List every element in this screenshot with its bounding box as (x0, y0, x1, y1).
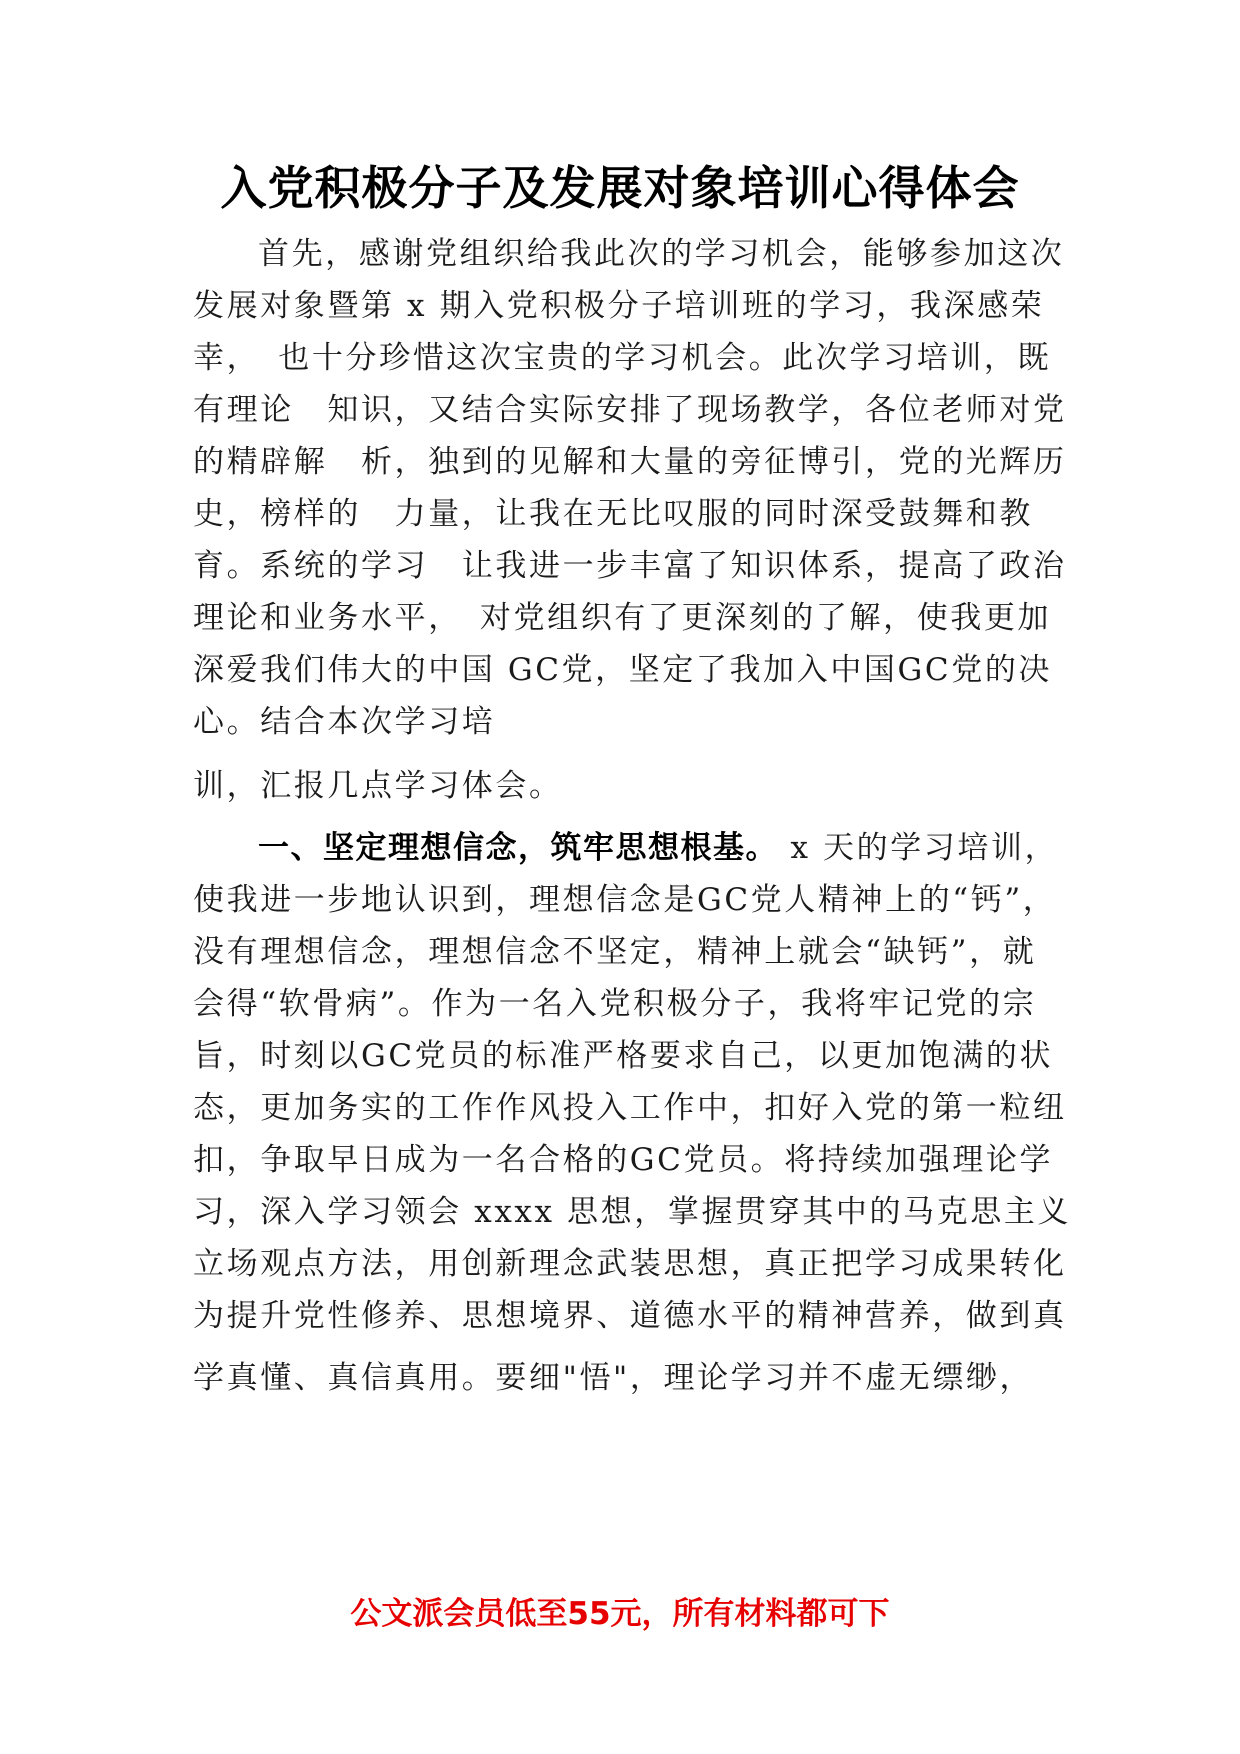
paragraph-line: 深爱我们伟大的中国 GC党，坚定了我加入中国GC党的决 (193, 652, 1053, 688)
paragraph-line: 理论和业务水平， 对党组织有了更深刻的了解，使我更加 (193, 600, 1052, 636)
footer-promo-text: 公文派会员低至55元，所有材料都可下 (350, 1596, 890, 1632)
section-heading: 一、坚定理想信念，筑牢思想根基。 (258, 830, 778, 866)
paragraph-line: 训，汇报几点学习体会。 (193, 768, 563, 804)
paragraph-line: 心。结合本次学习培 (193, 704, 496, 740)
paragraph-line: 的精辟解 析，独到的见解和大量的旁征博引，党的光辉历 (193, 444, 1067, 480)
paragraph-line: 立场观点方法，用创新理念武装思想，真正把学习成果转化 (193, 1246, 1067, 1282)
paragraph-line: 首先，感谢党组织给我此次的学习机会，能够参加这次 (258, 236, 1065, 272)
paragraph-line: 史，榜样的 力量，让我在无比叹服的同时深受鼓舞和教 (193, 496, 1033, 532)
paragraph-line: 有理论 知识，又结合实际安排了现场教学，各位老师对党 (193, 392, 1067, 428)
paragraph-line: 为提升党性修养、思想境界、道德水平的精神营养，做到真 (193, 1298, 1067, 1334)
paragraph-line: 习，深入学习领会 xxxx 思想，掌握贯穿其中的马克思主义 (193, 1194, 1072, 1230)
paragraph-line: 没有理想信念，理想信念不坚定，精神上就会“缺钙”，就 (193, 934, 1037, 970)
paragraph-line: 扣，争取早日成为一名合格的GC党员。将持续加强理论学 (193, 1142, 1054, 1178)
paragraph-line: 育。系统的学习 让我进一步丰富了知识体系，提高了政治 (193, 548, 1067, 584)
document-title: 入党积极分子及发展对象培训心得体会 (220, 161, 1020, 215)
paragraph-line: 幸， 也十分珍惜这次宝贵的学习机会。此次学习培训，既 (193, 340, 1052, 376)
paragraph-line: 发展对象暨第 x 期入党积极分子培训班的学习，我深感荣 (193, 288, 1045, 324)
paragraph-line: 使我进一步地认识到，理想信念是GC党人精神上的“钙”， (193, 882, 1057, 918)
paragraph-line: 学真懂、真信真用。要细"悟"，理论学习并不虚无缥缈， (193, 1360, 1034, 1396)
paragraph-line: 旨，时刻以GC党员的标准严格要求自己，以更加饱满的状 (193, 1038, 1054, 1074)
section-heading-line (258, 826, 1058, 870)
paragraph-line: 态，更加务实的工作作风投入工作中，扣好入党的第一粒纽 (193, 1090, 1067, 1126)
paragraph-line: 会得“软骨病”。作为一名入党积极分子，我将牢记党的宗 (193, 986, 1037, 1022)
section-heading-continuation: x 天的学习培训， (778, 830, 1059, 866)
